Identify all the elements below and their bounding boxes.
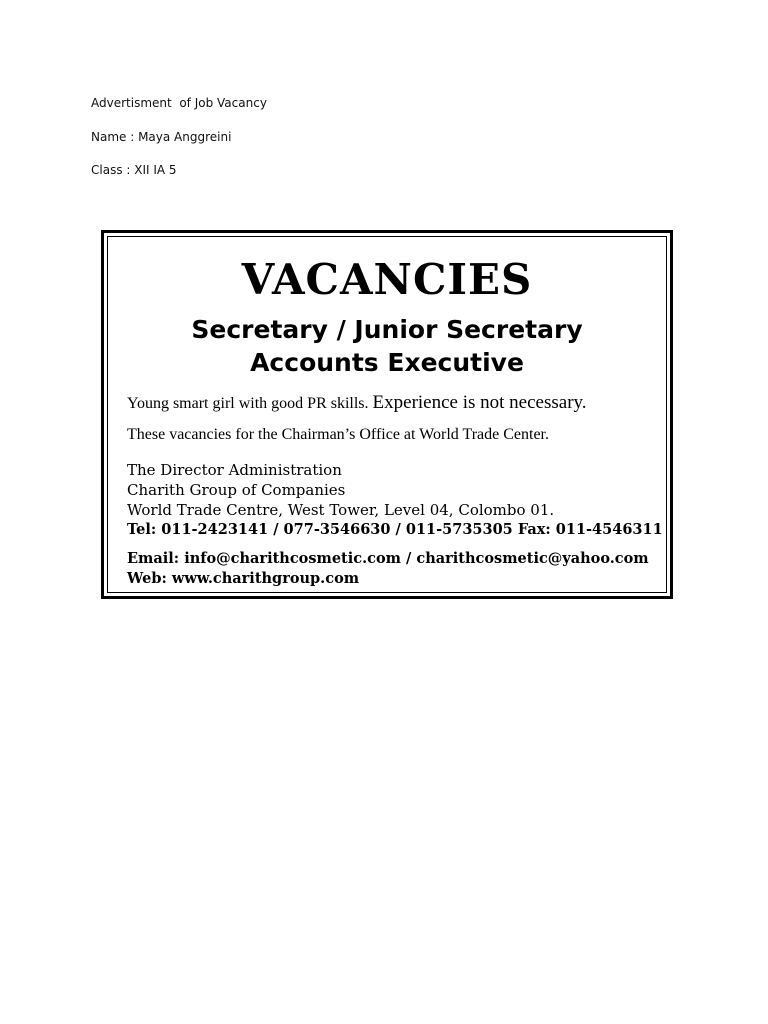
contact-phone: Tel: 011-2423141 / 077-3546630 / 011-5735305 Fax: 011-4546311 (127, 521, 663, 538)
ad-office-note: These vacancies for the Chairman’s Office at World Trade Center. (127, 426, 549, 443)
ad-inner-border (107, 236, 667, 593)
contact-email: Email: info@charithcosmetic.com / charithcosmetic@yahoo.com (127, 550, 649, 567)
ad-requirement-emphasis: Experience is not necessary. (372, 392, 587, 413)
contact-website: Web: www.charithgroup.com (127, 570, 360, 587)
ad-requirement (127, 393, 587, 414)
ad-requirement-text: Young smart girl with good PR skills. (127, 395, 369, 412)
student-class: Class : XII IA 5 (91, 163, 177, 177)
contact-company: Charith Group of Companies (127, 481, 346, 499)
contact-address: World Trade Centre, West Tower, Level 04, Colombo 01. (127, 501, 555, 519)
ad-position-secretary: Secretary / Junior Secretary (191, 315, 583, 344)
ad-heading: VACANCIES (241, 255, 533, 304)
ad-position-accounts: Accounts Executive (250, 348, 524, 377)
student-name: Name : Maya Anggreini (91, 130, 232, 144)
document-title: Advertisment of Job Vacancy (91, 96, 267, 110)
vacancy-advertisement (101, 230, 673, 599)
contact-director: The Director Administration (127, 461, 342, 479)
